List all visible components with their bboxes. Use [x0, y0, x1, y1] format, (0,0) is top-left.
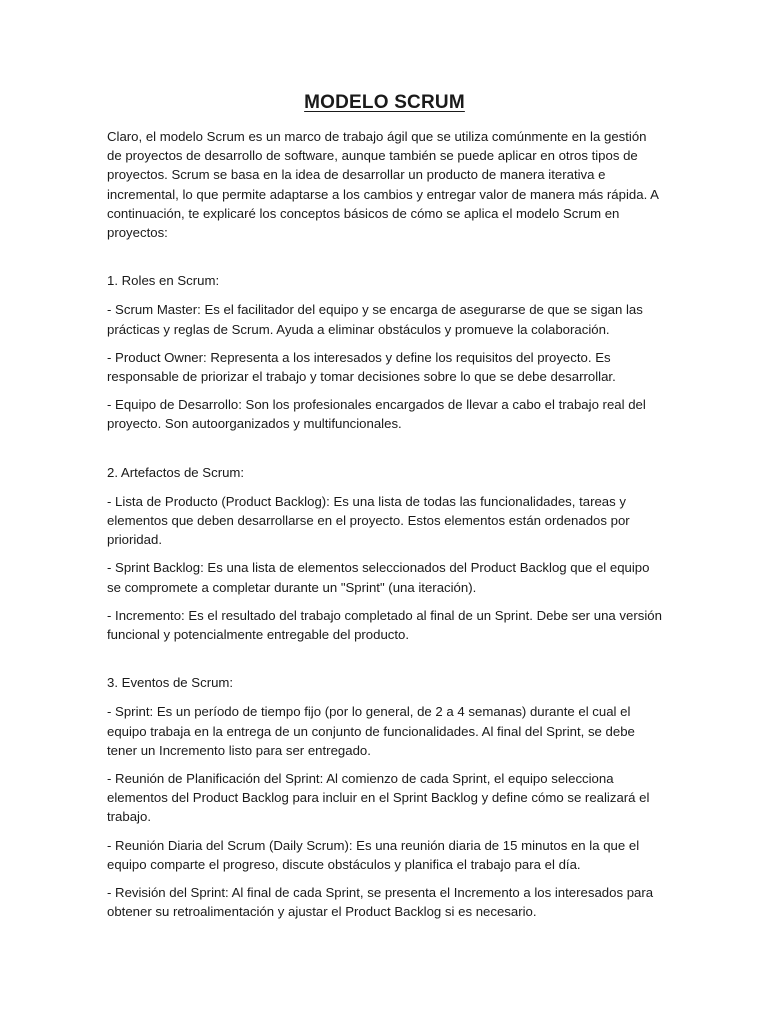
list-item: - Reunión de Planificación del Sprint: Al comienzo de cada Sprint, el equipo selecciona elementos del Product Backlog para incluir en el Sprint Backlog y define cómo se realizará el trabajo. — [107, 771, 650, 825]
document-title: MODELO SCRUM — [304, 92, 465, 113]
list-item: - Sprint: Es un período de tiempo fijo (por lo general, de 2 a 4 semanas) durante el cual el equipo trabaja en la entrega de un conjunto de funcionalidades. Al final del Sprint, se debe tener un Incremento listo para ser entregado. — [107, 704, 635, 758]
list-item: - Reunión Diaria del Scrum (Daily Scrum): Es una reunión diaria de 15 minutos en la que el equipo comparte el progreso, discute obstáculos y planifica el trabajo para el día. — [107, 837, 640, 872]
section-roles — [107, 271, 662, 433]
section-heading: 2. Artefactos de Scrum: — [107, 464, 245, 480]
list-item: - Product Owner: Representa a los interesados y define los requisitos del proyecto. Es responsable de priorizar el trabajo y tomar decisiones sobre lo que se debe desarrollar. — [107, 349, 616, 385]
list-item: - Equipo de Desarrollo: Son los profesionales encargados de llevar a cabo el trabajo real del proyecto. Son autoorganizados y multifuncionales. — [107, 397, 646, 432]
section-heading: 1. Roles en Scrum: — [107, 273, 220, 289]
list-item: - Sprint Backlog: Es una lista de elementos seleccionados del Product Backlog que el equipo se compromete a completar durante un "Sprint" (una iteración). — [107, 560, 650, 595]
section-heading: 3. Eventos de Scrum: — [107, 675, 234, 691]
intro-paragraph: Claro, el modelo Scrum es un marco de trabajo ágil que se utiliza comúnmente en la gestión de proyectos de desarrollo de software, aunque también se puede aplicar en otros tipos de proyectos. Scrum se basa en la idea de desarrollar un producto de manera iterativa e incremental, lo que permite adaptarse a los cambios y entregar valor de manera más rápida. A continuación, te explicaré los conceptos básicos de cómo se aplica el modelo Scrum en proyectos: — [107, 129, 659, 241]
list-item: - Revisión del Sprint: Al final de cada Sprint, se presenta el Incremento a los interesados para obtener su retroalimentación y ajustar el Product Backlog si es necesario. — [107, 885, 654, 920]
list-item: - Lista de Producto (Product Backlog): Es una lista de todas las funcionalidades, tareas y elementos que deben desarrollarse en el proyecto. Estos elementos están ordenados por prioridad. — [107, 493, 630, 548]
list-item: - Scrum Master: Es el facilitador del equipo y se encarga de asegurarse de que se sigan las prácticas y reglas de Scrum. Ayuda a eliminar obstáculos y promueve la colaboración. — [107, 302, 643, 337]
section-artifacts — [107, 463, 662, 645]
list-item: - Incremento: Es el resultado del trabajo completado al final de un Sprint. Debe ser una versión funcional y potencialmente entregable del producto. — [107, 607, 662, 643]
section-events — [107, 673, 662, 921]
